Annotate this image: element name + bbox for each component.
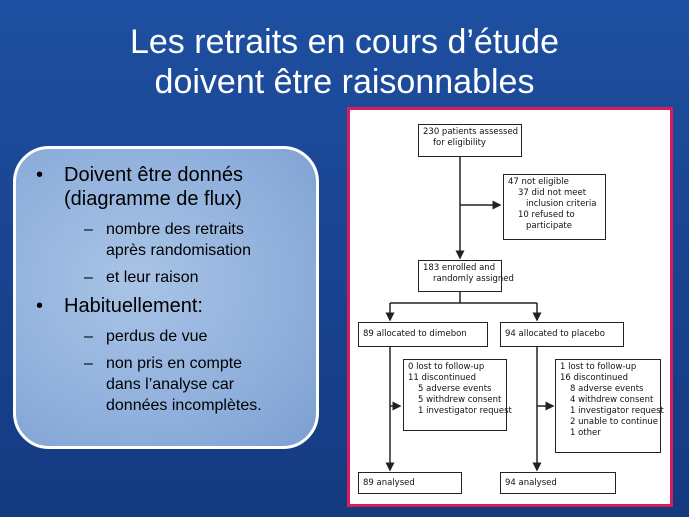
flow-text: 16 discontinued (560, 373, 629, 383)
sub-bullet-text: dans l’analyse car (106, 376, 235, 393)
flow-box-dimebon-arm (358, 322, 488, 347)
flow-box-dimebon-analysed (358, 472, 462, 494)
flow-text: 183 enrolled and (423, 263, 496, 273)
flow-text: 10 refused to (518, 210, 575, 220)
flow-box-assessed (418, 124, 522, 157)
flow-text: 5 withdrew consent (418, 395, 502, 405)
title-line-1: Les retraits en cours d’étude (129, 23, 560, 61)
sub-bullet-text: non pris en compte (106, 355, 243, 372)
flow-text: inclusion criteria (526, 199, 597, 209)
flow-box-placebo-followup (555, 359, 664, 453)
flow-box-placebo-analysed (500, 472, 616, 494)
flow-text: 8 adverse events (570, 384, 644, 394)
flow-text: 89 allocated to dimebon (363, 329, 467, 339)
flow-text: 37 did not meet (518, 188, 587, 198)
dash-icon: – (84, 355, 93, 372)
flow-diagram (347, 107, 673, 507)
dash-icon: – (84, 269, 93, 286)
sub-bullet-text: après randomisation (106, 242, 251, 259)
dash-icon: – (84, 328, 93, 345)
flow-text: 1 lost to follow-up (560, 362, 637, 372)
sub-bullet-lost (30, 326, 306, 347)
flow-text: 89 analysed (363, 478, 415, 488)
flow-text: 5 adverse events (418, 384, 492, 394)
bullet-text: Habituellement: (64, 295, 203, 317)
dash-icon: – (84, 221, 93, 238)
flow-text: 94 analysed (505, 478, 557, 488)
sub-bullet-not-counted (30, 353, 306, 416)
flow-box-excluded (503, 174, 606, 240)
bullet-item-usually (30, 294, 306, 318)
sub-bullet-text: et leur raison (106, 269, 199, 286)
title-line-2: doivent être raisonnables (154, 63, 535, 101)
flow-text: 0 lost to follow-up (408, 362, 485, 372)
slide-title (0, 22, 689, 102)
sub-bullet-text: perdus de vue (106, 328, 208, 345)
flow-box-enrolled (418, 260, 514, 292)
flow-box-dimebon-followup (403, 359, 512, 431)
flow-text: 11 discontinued (408, 373, 477, 383)
flow-box-placebo-arm (500, 322, 624, 347)
bullet-text: (diagramme de flux) (64, 188, 242, 210)
bullet-icon: • (36, 295, 44, 317)
bullet-icon: • (36, 164, 44, 186)
flow-text: 94 allocated to placebo (505, 329, 605, 339)
flow-text: for eligibility (433, 138, 486, 148)
flow-text: 1 investigator request (570, 406, 664, 416)
flow-text: 230 patients assessed (423, 127, 519, 137)
sub-bullet-text: données incomplètes. (106, 397, 262, 414)
bullet-panel (13, 146, 319, 449)
bullet-text: Doivent être donnés (64, 164, 244, 186)
flow-text: 1 other (570, 428, 601, 438)
flow-text: 2 unable to continue (570, 417, 658, 427)
flow-text: 1 investigator request (418, 406, 512, 416)
flow-text: 4 withdrew consent (570, 395, 654, 405)
flow-text: randomly assigned (433, 274, 514, 284)
sub-bullet-text: nombre des retraits (106, 221, 244, 238)
flow-text: participate (526, 221, 572, 231)
bullet-item-flow-diagram (30, 163, 306, 211)
flow-text: 47 not eligible (508, 177, 569, 187)
sub-bullet-reason (30, 267, 306, 288)
sub-bullet-withdrawals-count (30, 219, 306, 261)
